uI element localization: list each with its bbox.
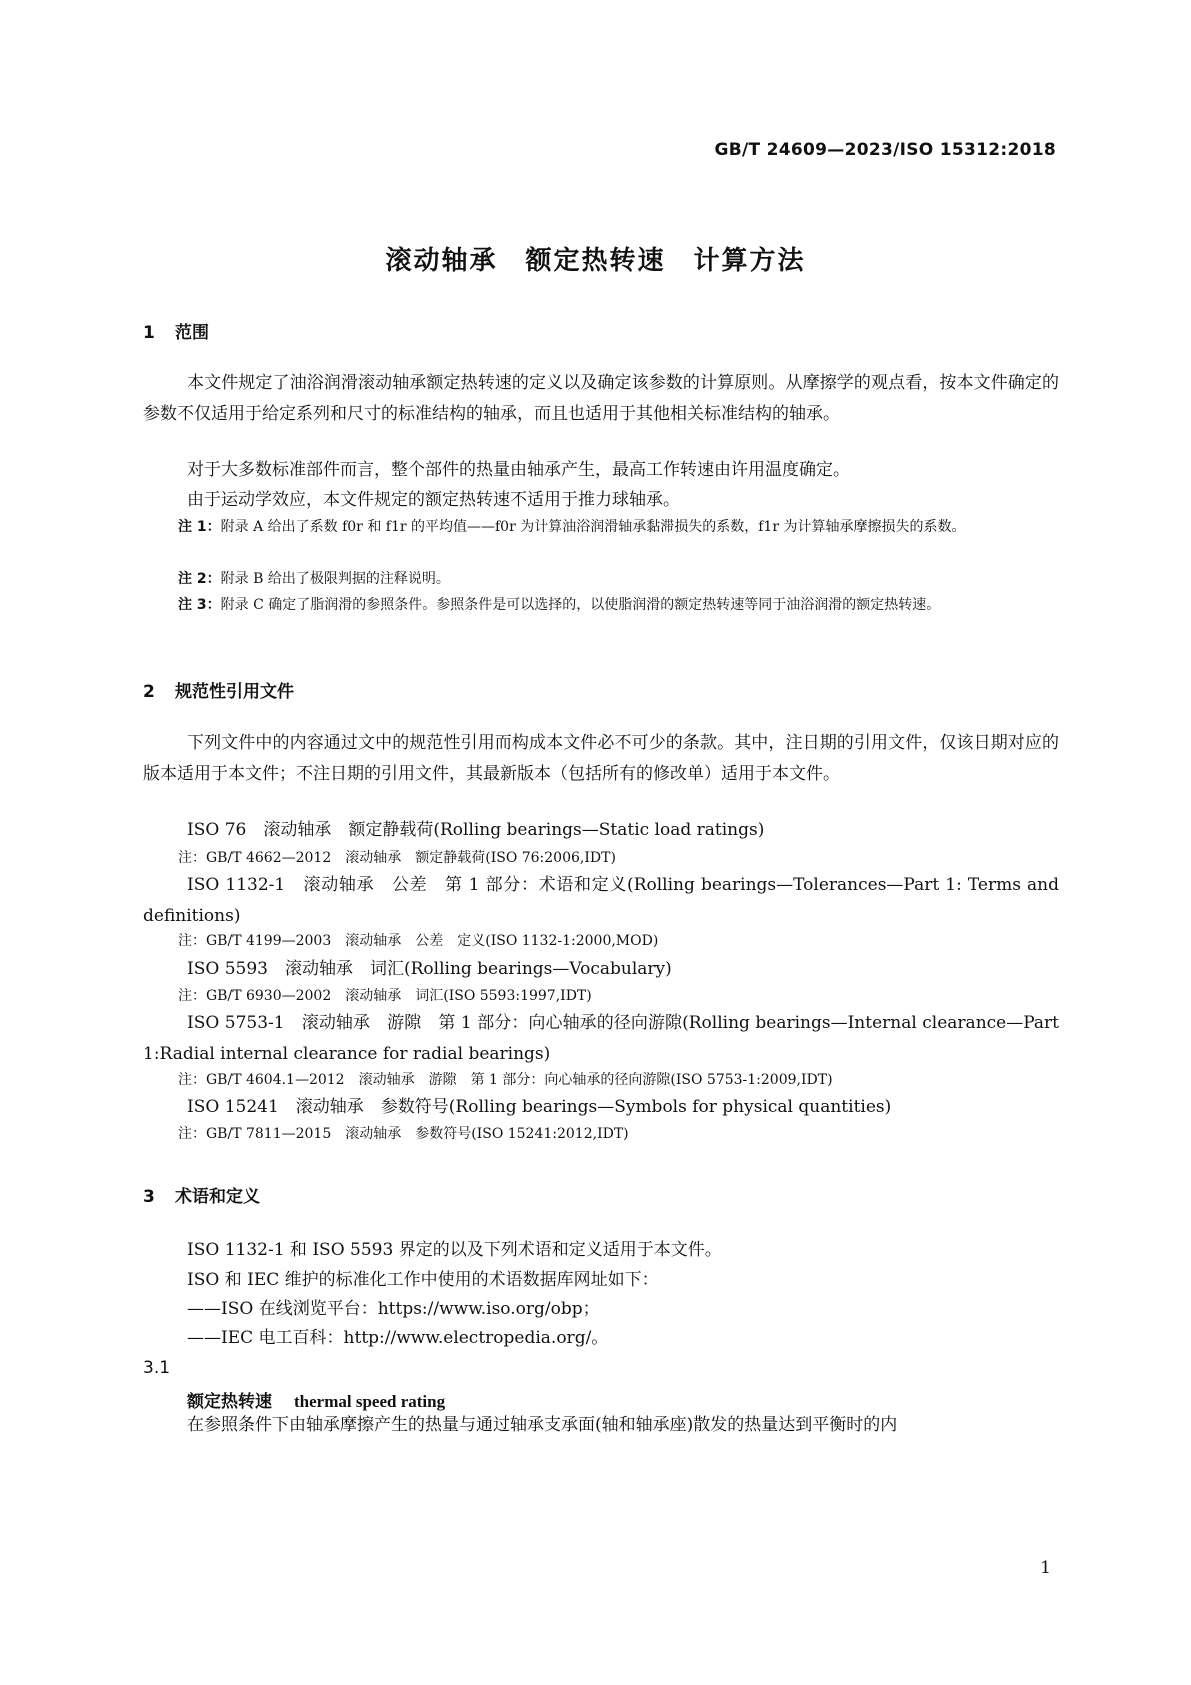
- document-title: 滚动轴承 额定热转速 计算方法: [385, 246, 806, 276]
- electropedia-link: ——IEC 电工百科：http://www.electropedia.org/。: [187, 1328, 609, 1348]
- section-number: 1: [143, 323, 155, 343]
- section-3-heading: [143, 1182, 260, 1207]
- reference-iso-5753-1: ISO 5753-1 滚动轴承 游隙 第 1 部分：向心轴承的径向游隙(Rolling bearings—Internal clearance—Part 1:Radial internal clearance for radial bearings): [143, 1013, 1059, 1064]
- note-3: [178, 592, 1059, 619]
- scope-paragraph-1: 本文件规定了油浴润滑滚动轴承额定热转速的定义以及确定该参数的计算原则。从摩擦学的观点看，按本文件确定的参数不仅适用于给定系列和尺寸的标准结构的轴承，而且也适用于其他相关标准结构的轴承。: [143, 373, 1059, 424]
- reference-note-5: 注：GB/T 7811—2015 滚动轴承 参数符号(ISO 15241:2012,IDT): [178, 1126, 629, 1142]
- term-english: thermal speed rating: [294, 1392, 446, 1411]
- section-title: 术语和定义: [175, 1187, 260, 1207]
- reference-note-2: 注：GB/T 4199—2003 滚动轴承 公差 定义(ISO 1132-1:2000,MOD): [178, 933, 659, 949]
- note-label: 注 2：: [178, 571, 221, 587]
- page-number: 1: [1040, 1558, 1051, 1578]
- note-label: 注 1：: [178, 519, 221, 535]
- iso-obp-link: ——ISO 在线浏览平台：https://www.iso.org/obp；: [187, 1299, 600, 1319]
- section-title: 范围: [175, 323, 209, 343]
- reference-iso-5593: ISO 5593 滚动轴承 词汇(Rolling bearings—Vocabulary): [187, 959, 672, 979]
- reference-iso-15241: ISO 15241 滚动轴承 参数符号(Rolling bearings—Symbols for physical quantities): [187, 1097, 892, 1117]
- note-1: [178, 514, 1059, 541]
- standard-code: GB/T 24609—2023/ISO 15312:2018: [714, 140, 1056, 160]
- terms-paragraph-1: ISO 1132-1 和 ISO 5593 界定的以及下列术语和定义适用于本文件。: [187, 1240, 722, 1260]
- term-chinese: 额定热转速: [187, 1392, 272, 1412]
- references-paragraph: 下列文件中的内容通过文中的规范性引用而构成本文件必不可少的条款。其中，注日期的引用文件，仅该日期对应的版本适用于本文件；不注日期的引用文件，其最新版本（包括所有的修改单）适用于本文件。: [143, 733, 1059, 784]
- section-number: 2: [143, 682, 155, 702]
- section-2-heading: [143, 677, 294, 702]
- note-text: 附录 A 给出了系数 f0r 和 f1r 的平均值——f0r 为计算油浴润滑轴承黏滞损失的系数，f1r 为计算轴承摩擦损失的系数。: [220, 519, 966, 535]
- term-definition: 在参照条件下由轴承摩擦产生的热量与通过轴承支承面(轴和轴承座)散发的热量达到平衡时的内: [187, 1415, 898, 1435]
- reference-note-4: 注：GB/T 4604.1—2012 滚动轴承 游隙 第 1 部分：向心轴承的径向游隙(ISO 5753-1:2009,IDT): [178, 1072, 833, 1088]
- note-label: 注 3：: [178, 597, 221, 613]
- scope-paragraph-2: 对于大多数标准部件而言，整个部件的热量由轴承产生，最高工作转速由许用温度确定。: [187, 460, 850, 480]
- reference-note-1: 注：GB/T 4662—2012 滚动轴承 额定静载荷(ISO 76:2006,IDT): [178, 850, 616, 866]
- reference-iso-1132-1: ISO 1132-1 滚动轴承 公差 第 1 部分：术语和定义(Rolling bearings—Tolerances—Part 1: Terms and definitions): [143, 875, 1059, 926]
- reference-iso-76: ISO 76 滚动轴承 额定静载荷(Rolling bearings—Static load ratings): [187, 820, 765, 840]
- term-heading: [187, 1387, 445, 1412]
- term-number: 3.1: [143, 1358, 171, 1378]
- note-text: 附录 B 给出了极限判据的注释说明。: [220, 571, 450, 587]
- section-number: 3: [143, 1187, 155, 1207]
- scope-paragraph-3: 由于运动学效应，本文件规定的额定热转速不适用于推力球轴承。: [187, 490, 680, 510]
- section-title: 规范性引用文件: [175, 682, 294, 702]
- section-1-heading: [143, 318, 209, 343]
- terms-paragraph-2: ISO 和 IEC 维护的标准化工作中使用的术语数据库网址如下：: [187, 1270, 659, 1290]
- reference-note-3: 注：GB/T 6930—2002 滚动轴承 词汇(ISO 5593:1997,IDT): [178, 988, 592, 1004]
- note-2: [178, 566, 1059, 593]
- note-text: 附录 C 确定了脂润滑的参照条件。参照条件是可以选择的，以使脂润滑的额定热转速等同于油浴润滑的额定热转速。: [220, 597, 941, 613]
